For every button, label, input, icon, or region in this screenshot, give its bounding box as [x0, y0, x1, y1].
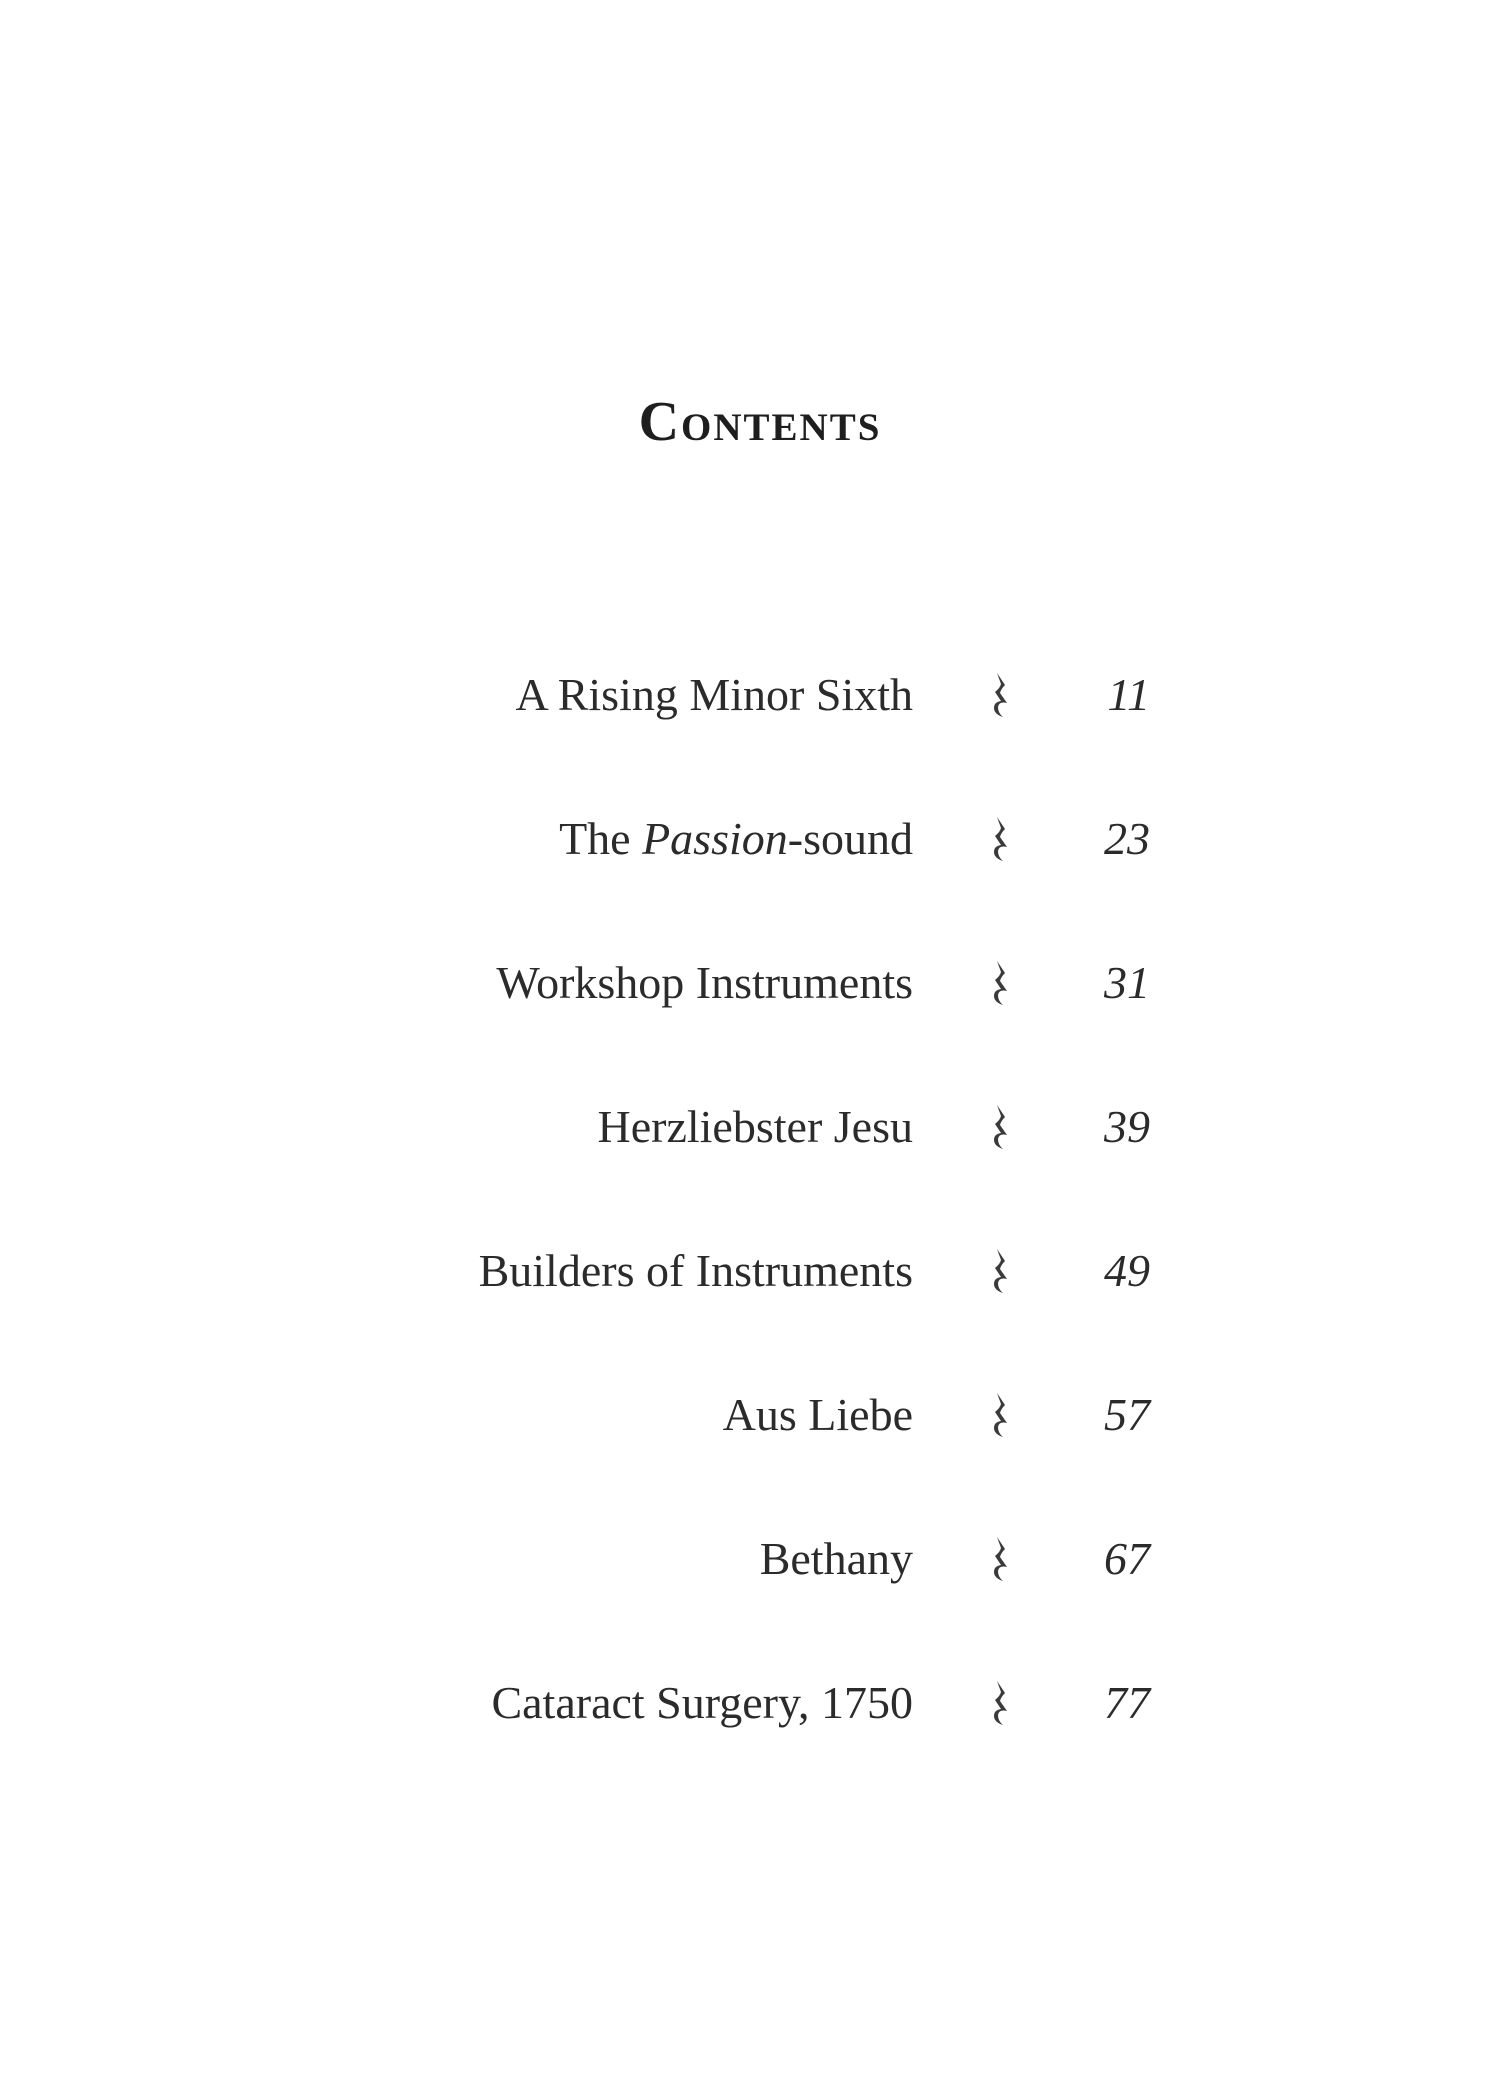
toc-entry-title: Herzliebster Jesu: [597, 1101, 913, 1152]
toc-entry-page: 23: [1104, 813, 1150, 864]
quarter-rest-icon: [988, 1241, 1014, 1301]
page-title: Contents: [638, 391, 882, 453]
quarter-rest-icon: [988, 809, 1014, 869]
quarter-rest-icon: [988, 1673, 1014, 1733]
quarter-rest-icon: [988, 1097, 1014, 1157]
toc-entry[interactable]: [0, 655, 1500, 735]
quarter-rest-icon: [988, 665, 1014, 725]
toc-entry-page: 39: [1104, 1101, 1150, 1152]
toc-entry-title: A Rising Minor Sixth: [515, 669, 913, 720]
toc-entry-page: 67: [1104, 1533, 1150, 1584]
toc-entry-title: Workshop Instruments: [496, 957, 913, 1008]
toc-entry-title: Bethany: [759, 1533, 913, 1584]
toc-entry[interactable]: [0, 1663, 1500, 1743]
toc-entry[interactable]: [0, 1087, 1500, 1167]
toc-entry-title-part: -sound: [787, 813, 913, 864]
toc-entry[interactable]: [0, 943, 1500, 1023]
quarter-rest-icon: [988, 953, 1014, 1013]
quarter-rest-icon: [988, 1529, 1014, 1589]
toc-entry-page: 31: [1104, 957, 1150, 1008]
toc-entry-title: Builders of Instruments: [478, 1245, 913, 1296]
toc-entry-page: 57: [1104, 1389, 1150, 1440]
toc-entry[interactable]: [0, 1519, 1500, 1599]
toc-entry-title: Aus Liebe: [722, 1389, 913, 1440]
toc-entry-title: [559, 799, 913, 879]
toc-entry-title-part: The: [559, 813, 643, 864]
toc-entry-title-italic: Passion: [642, 813, 788, 864]
toc-entry[interactable]: [0, 799, 1500, 879]
toc-entry-page: 11: [1107, 669, 1150, 720]
toc-entry[interactable]: [0, 1231, 1500, 1311]
toc-entry-page: 49: [1104, 1245, 1150, 1296]
toc-entry[interactable]: [0, 1375, 1500, 1455]
quarter-rest-icon: [988, 1385, 1014, 1445]
toc-entry-title: Cataract Surgery, 1750: [491, 1677, 913, 1728]
toc-entry-page: 77: [1104, 1677, 1150, 1728]
